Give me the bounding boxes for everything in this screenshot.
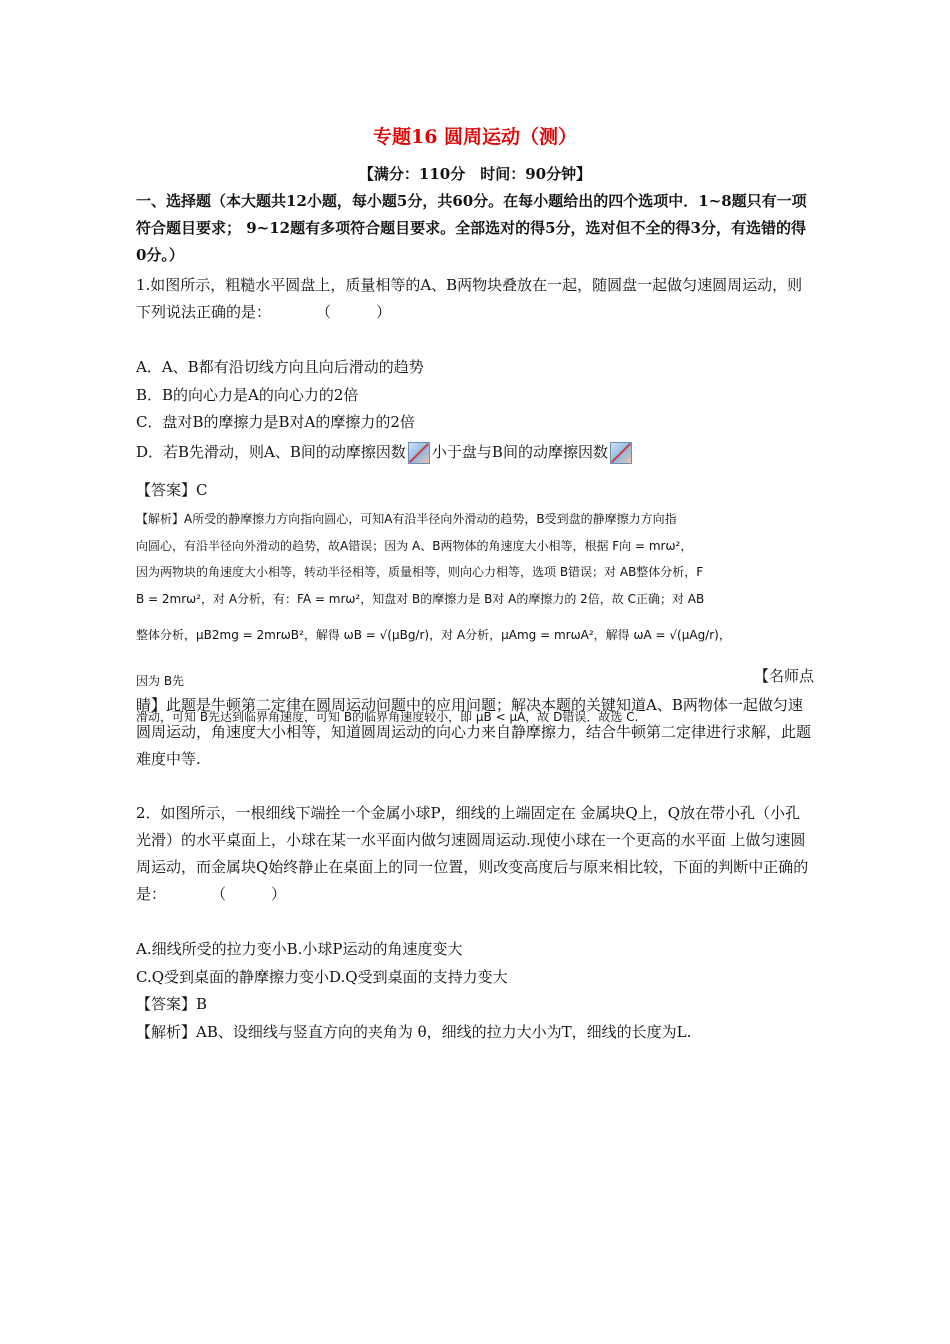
q2-answer: 【答案】B <box>136 995 208 1013</box>
q1-option-d-text-1: D．若B先滑动，则A、B间的动摩擦因数 <box>136 443 406 461</box>
analysis-line: B = 2mrω²，对 A分析，有：FA = mrω²，知盘对 B的摩擦力是 B对 A的摩擦力的 2倍，故 C正确；对 AB <box>136 591 705 606</box>
q1-option-c: C．盘对B的摩擦力是B对A的摩擦力的2倍 <box>136 413 415 431</box>
q2-option-cd: C.Q受到桌面的静摩擦力变小D.Q受到桌面的支持力变大 <box>136 968 508 986</box>
broken-image-icon <box>610 442 632 464</box>
page-title: 专题16 圆周运动（测） <box>372 126 578 148</box>
analysis-line: 因为两物块的角速度大小相等，转动半径相等，质量相等，则向心力相等，选项 B错误；对 AB整体分析，F <box>136 565 704 579</box>
section-instructions: 一、选择题（本大题共12小题，每小题5分，共60分。在每小题给出的四个选项中．1~8题只有一项符合题目要求； 9~12题有多项符合题目要求。全部选对的得5分，选对但不全的得3分，有选错的得0分。） <box>136 192 807 264</box>
broken-image-icon <box>408 442 430 464</box>
q1-option-d <box>136 441 634 464</box>
q1-option-b: B．B的向心力是A的向心力的2倍 <box>136 386 359 404</box>
q2-analysis: 【解析】AB、设细线与竖直方向的夹角为 θ，细线的拉力大小为T，细线的长度为L. <box>136 1023 692 1041</box>
analysis-line: 整体分析，μB2mg = 2mrωB²，解得 ωB = √(μBg/r)，对 A分析，μAmg = mrωA²，解得 ωA = √(μAg/r)，因为 B先 <box>136 628 731 688</box>
exam-meta: 【满分：110分 时间：90分钟】 <box>358 165 592 183</box>
q1-tip-label: 【名师点 <box>753 667 814 685</box>
q1-tip-text: 睛】此题是牛顿第二定律在圆周运动问题中的应用问题；解决本题的关键知道A、B两物体一起做匀速圆周运动，角速度大小相等，知道圆周运动的向心力来自静摩擦力，结合牛顿第二定律进行求解，此题难度中等. <box>136 696 812 768</box>
analysis-line: 【解析】A所受的静摩擦力方向指向圆心，可知A有沿半径向外滑动的趋势，B受到盘的静摩擦力方向指 <box>136 512 677 526</box>
q1-option-d-text-2: 小于盘与B间的动摩擦因数 <box>431 443 608 461</box>
q1-stem: 1.如图所示，粗糙水平圆盘上，质量相等的A、B两物块叠放在一起，随圆盘一起做匀速圆周运动，则下列说法正确的是： （ ） <box>136 276 803 321</box>
analysis-line: 滑动，可知 B先达到临界角速度，可知 B的临界角速度较小，即 μB < μA，故 D错误．故选 C. <box>136 710 639 724</box>
q1-answer: 【答案】C <box>136 481 208 499</box>
q1-option-a: A．A、B都有沿切线方向且向后滑动的趋势 <box>136 358 424 376</box>
q2-option-ab: A.细线所受的拉力变小B.小球P运动的角速度变大 <box>136 940 463 958</box>
analysis-line: 向圆心，有沿半径向外滑动的趋势，故A错误；因为 A、B两物体的角速度大小相等，根据 F向 = mrω²， <box>136 538 693 553</box>
q2-stem: 2．如图所示，一根细线下端拴一个金属小球P，细线的上端固定在 金属块Q上，Q放在带小孔（小孔光滑）的水平桌面上，小球在某一水平面内做匀速圆周运动.现使小球在一个更高的水平面 上做匀速圆周运动，而金属块Q始终静止在桌面上的同一位置，则改变高度后与原来相比较，下面的判断中正确的是： （ ） <box>136 804 809 903</box>
